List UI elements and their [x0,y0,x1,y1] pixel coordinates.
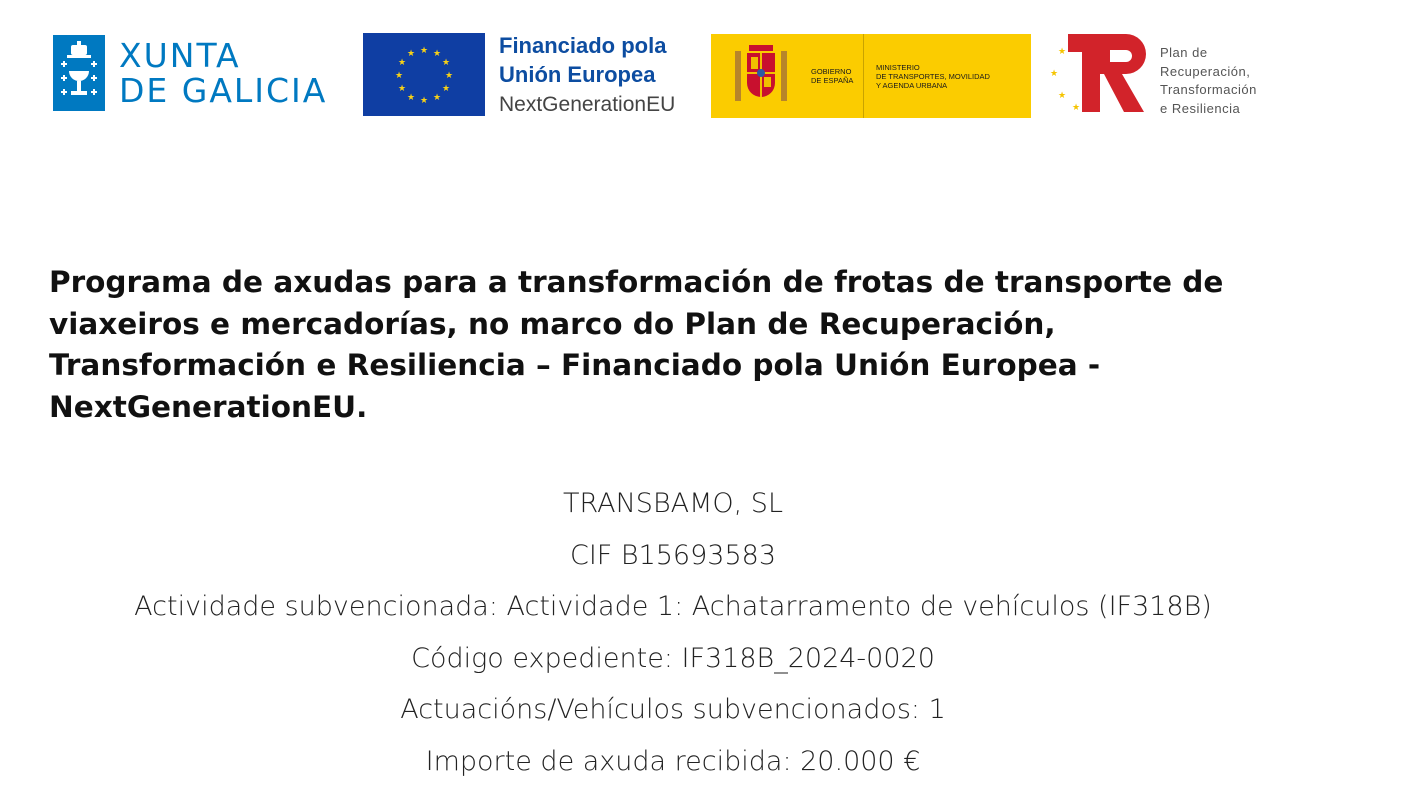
grant-amount: Importe de axuda recibida: 20.000 € [425,745,921,777]
svg-text:★: ★ [1058,47,1067,57]
xunta-line2: DE GALICIA [119,71,328,110]
tr-mark-icon [1048,32,1148,116]
xunta-line1: XUNTA [119,36,241,75]
svg-text:★: ★ [1072,103,1081,113]
ministerio-label: MINISTERIO DE TRANSPORTES, MOVILIDAD Y AGENDA URBANA [876,62,990,90]
company-name: TRANSBAMO, SL [562,488,783,519]
logo-bar [0,0,1407,130]
spain-coat-of-arms-icon [711,34,811,118]
eu-funding-logo [363,33,675,121]
plan-recuperacion-text: Plan de Recuperación, Transformación e Resiliencia [1160,45,1257,116]
grant-info [0,478,1346,787]
file-code: Código expediente: IF318B_2024-0020 [411,642,935,674]
gobierno-espana-logo [711,34,1031,118]
eu-nextgen-line: NextGenerationEU [499,93,676,116]
svg-text:★: ★ [1050,69,1059,79]
svg-text:★: ★ [441,84,451,94]
eu-financed-line: Financiado pola [499,33,667,58]
svg-text:★: ★ [419,96,429,106]
svg-text:★: ★ [432,93,442,103]
company-cif: CIF B15693583 [569,539,777,571]
subsidized-activity: Actividade subvencionada: Actividade 1: Achatarramento de vehículos (IF318B) [134,591,1212,622]
svg-text:★: ★ [441,58,451,68]
svg-text:★: ★ [444,71,454,81]
subsidized-vehicles: Actuacións/Vehículos subvencionados: 1 [400,694,946,725]
svg-text:★: ★ [397,58,407,68]
svg-text:★: ★ [394,71,404,81]
svg-text:★: ★ [406,93,416,103]
eu-flag-icon [363,33,485,116]
gobierno-label: GOBIERNO DE ESPAÑA [811,67,854,85]
svg-text:★: ★ [397,84,407,94]
eu-union-line: Unión Europea [499,62,656,87]
program-title: Programa de axudas para a transformación de frotas de transporte de viaxeiros e mercadorías, no marco do Plan de Recuperación, Transformación e Resiliencia – Financiado pola Unión Europea - NextGenerationEU. [49,265,1224,424]
galicia-shield-icon [53,35,105,111]
svg-text:★: ★ [406,49,416,59]
svg-text:★: ★ [419,46,429,56]
svg-text:★: ★ [1058,91,1067,101]
xunta-de-galicia-logo [53,35,327,111]
svg-text:★: ★ [432,49,442,59]
plan-recuperacion-logo [1048,32,1257,118]
